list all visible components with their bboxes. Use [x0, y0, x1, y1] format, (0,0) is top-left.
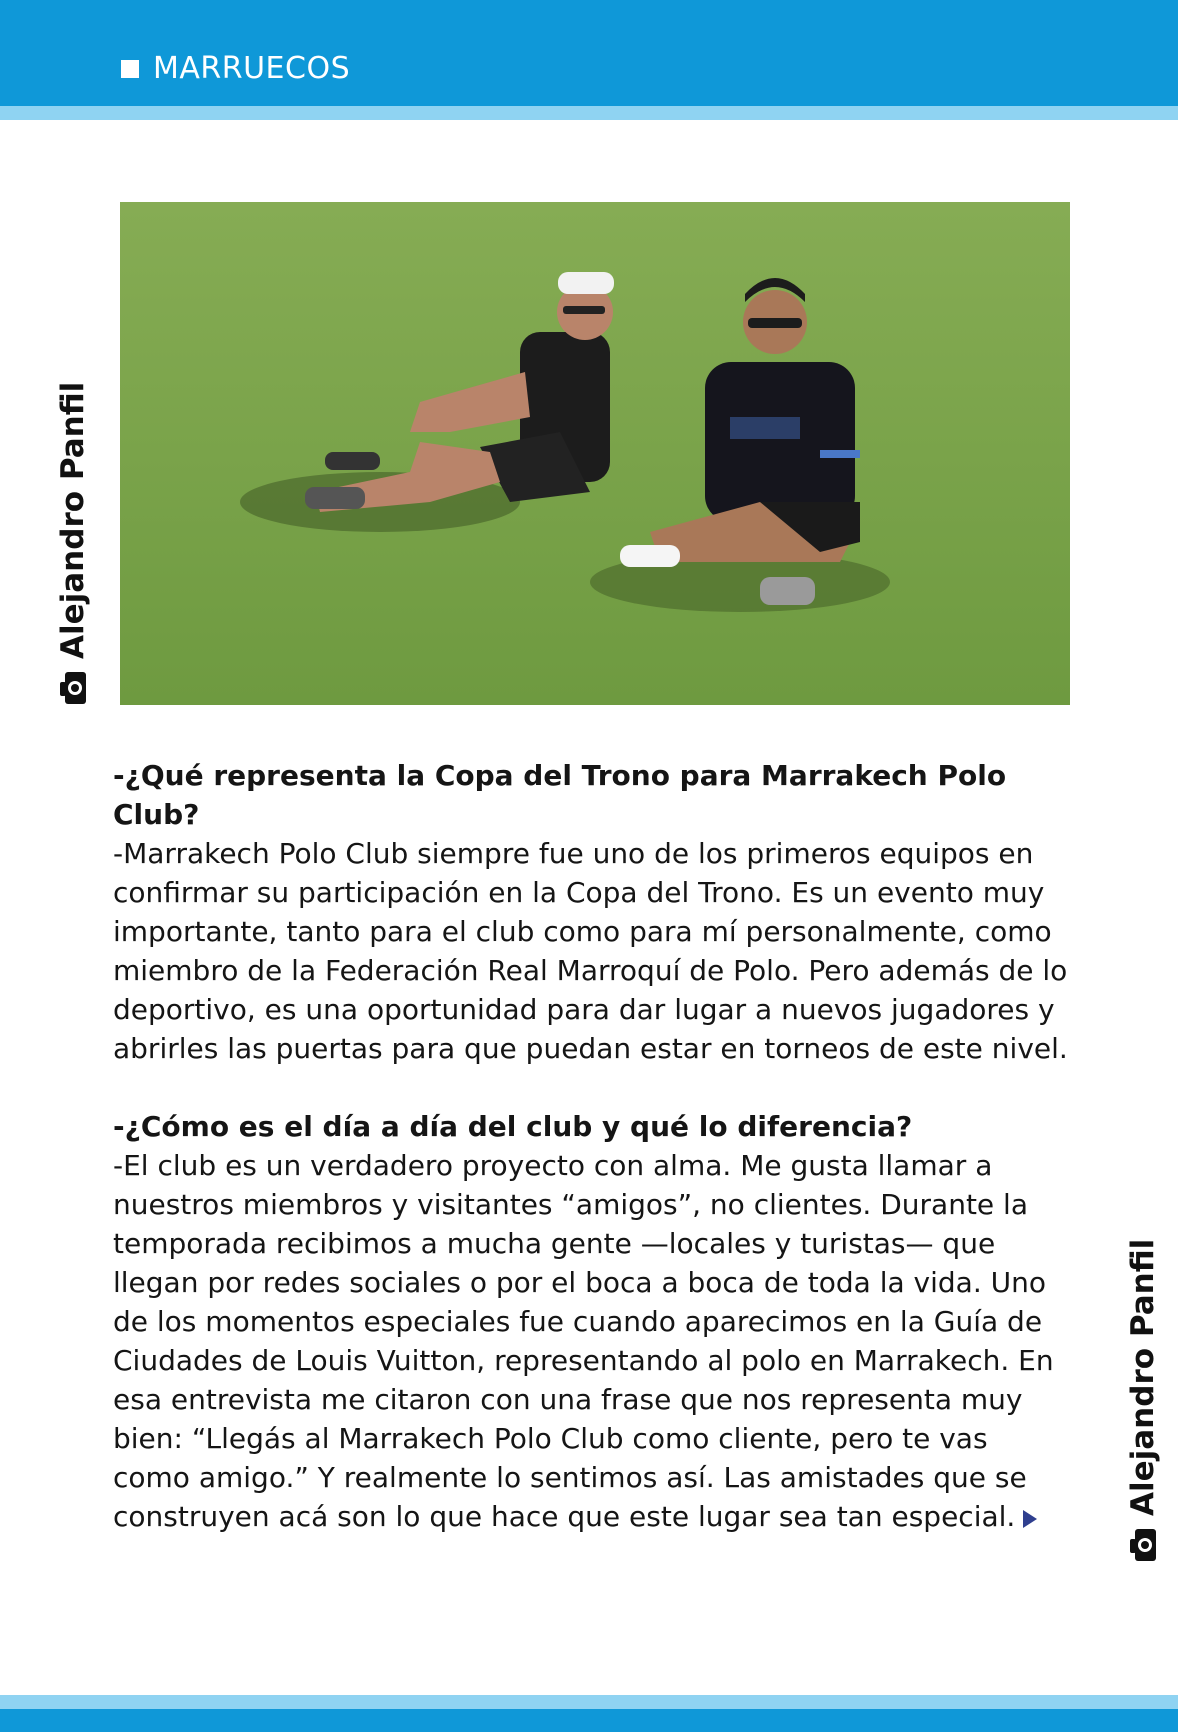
photo-illustration — [120, 202, 1070, 705]
section-marker-icon — [121, 60, 139, 78]
footer-bar — [0, 1709, 1178, 1732]
article-body — [113, 756, 1073, 1536]
section-title: MARRUECOS — [153, 51, 351, 86]
answer-2 — [113, 1146, 1073, 1536]
header-stripe — [0, 106, 1178, 120]
camera-icon — [59, 671, 87, 705]
question-2: -¿Cómo es el día a día del club y qué lo diferencia? — [113, 1110, 913, 1143]
triangle-right-icon — [1023, 1510, 1037, 1528]
photo-credit-text: Alejandro Panfil — [55, 381, 91, 659]
photo-two-men-on-grass — [120, 202, 1070, 705]
answer-2-text: -El club es un verdadero proyecto con alma. Me gusta llamar a nuestros miembros y visitantes “amigos”, no clientes. Durante la temporada recibimos a mucha gente —locales y turistas— que llegan por redes sociales o por el boca a boca de toda la vida. Uno de los momentos especiales fue cuando aparecimos en la Guía de Ciudades de Louis Vuitton, representando al polo en Marrakech. En esa entrevista me citaron con una frase que nos representa muy bien: “Llegás al Marrakech Polo Club como cliente, pero te vas como amigo.” Y realmente lo sentimos así. Las amistades que se construyen acá son lo que hace que este lugar sea tan especial. — [113, 1149, 1054, 1533]
camera-icon — [1129, 1528, 1157, 1562]
photo-credit-left — [55, 382, 91, 705]
photo-credit-text: Alejandro Panfil — [1125, 1238, 1161, 1516]
footer-stripe — [0, 1695, 1178, 1709]
photo-credit-right — [1125, 1239, 1161, 1562]
question-1: -¿Qué representa la Copa del Trono para Marrakech Polo Club? — [113, 759, 1007, 831]
answer-1: -Marrakech Polo Club siempre fue uno de los primeros equipos en confirmar su participación en la Copa del Trono. Es un evento muy importante, tanto para el club como para mí personalmente, como miembro de la Federación Real Marroquí de Polo. Pero además de lo deportivo, es una oportunidad para dar lugar a nuevos jugadores y abrirles las puertas para que puedan estar en torneos de este nivel. — [113, 837, 1068, 1065]
